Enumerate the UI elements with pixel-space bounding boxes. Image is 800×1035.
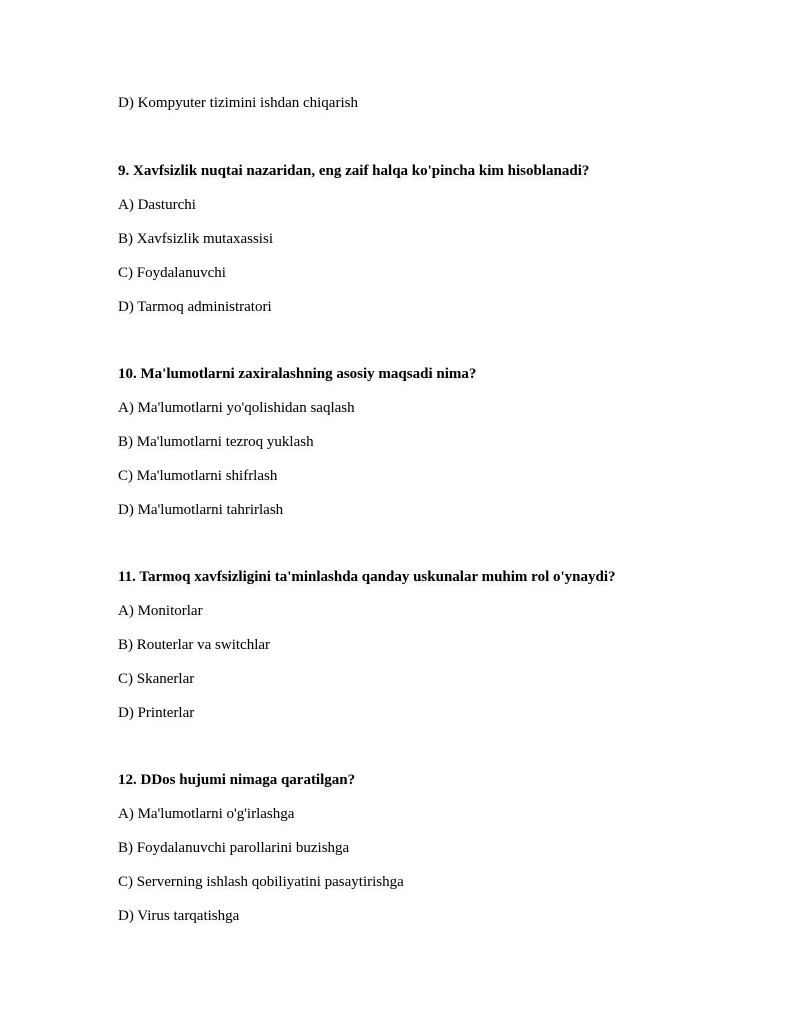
option-9-b: B) Xavfsizlik mutaxassisi — [118, 231, 273, 247]
option-11-b: B) Routerlar va switchlar — [118, 637, 271, 653]
option-9-c: C) Foydalanuvchi — [118, 265, 226, 281]
question-11: 11. Tarmoq xavfsizligini ta'minlashda qanday uskunalar muhim rol o'ynaydi? — [118, 569, 616, 585]
option-11-a: A) Monitorlar — [118, 603, 203, 619]
question-10: 10. Ma'lumotlarni zaxiralashning asosiy maqsadi nima? — [118, 366, 477, 382]
option-11-c: C) Skanerlar — [118, 671, 195, 687]
option-12-b: B) Foydalanuvchi parollarini buzishga — [118, 840, 350, 856]
option-10-a: A) Ma'lumotlarni yo'qolishidan saqlash — [118, 400, 355, 416]
option-12-d: D) Virus tarqatishga — [118, 908, 240, 924]
option-9-d: D) Tarmoq administratori — [118, 299, 272, 315]
option-9-a: A) Dasturchi — [118, 197, 196, 213]
option-10-d: D) Ma'lumotlarni tahrirlash — [118, 502, 284, 518]
option-11-d: D) Printerlar — [118, 705, 195, 721]
question-12: 12. DDos hujumi nimaga qaratilgan? — [118, 772, 356, 788]
option-12-c: C) Serverning ishlash qobiliyatini pasaytirishga — [118, 874, 404, 890]
option-10-c: C) Ma'lumotlarni shifrlash — [118, 468, 278, 484]
lead-option: D) Kompyuter tizimini ishdan chiqarish — [118, 95, 358, 111]
option-10-b: B) Ma'lumotlarni tezroq yuklash — [118, 434, 314, 450]
question-9: 9. Xavfsizlik nuqtai nazaridan, eng zaif halqa ko'pincha kim hisoblanadi? — [118, 163, 590, 179]
option-12-a: A) Ma'lumotlarni o'g'irlashga — [118, 806, 295, 822]
